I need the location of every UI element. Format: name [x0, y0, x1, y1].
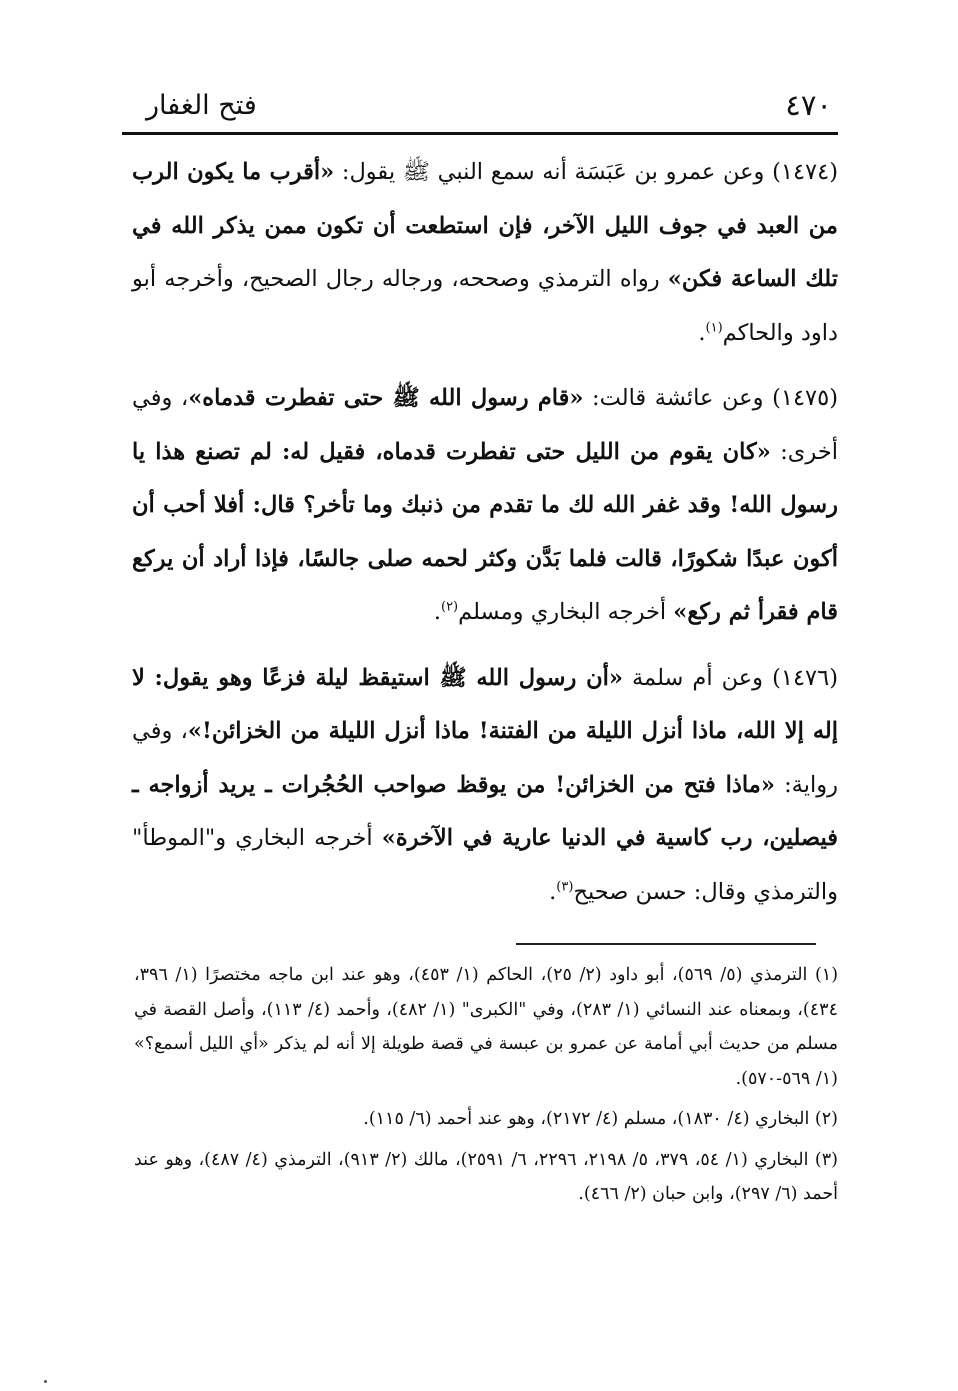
footnote-divider	[516, 943, 816, 945]
hadith-lead: وعن عمرو بن عَبَسَة أنه سمع النبي ﷺ يقول:	[334, 159, 773, 185]
hadith-paragraph	[132, 146, 838, 360]
hadith-lead: وعن عائشة قالت:	[583, 385, 773, 411]
footnote-marker: (٢)	[440, 599, 459, 615]
page-number: ٤٧٠	[785, 88, 832, 122]
hadith-paragraph	[132, 652, 838, 920]
footnotes	[134, 958, 838, 1218]
hadith-quote: «أن رسول الله ﷺ استيقظ ليلة فزعًا وهو يقول: لا إله إلا الله، ماذا أنزل الليلة من الفتنة! ماذا أنزل الليلة من الخزائن!»	[132, 664, 838, 744]
hadith-paragraph	[132, 372, 838, 640]
hadith-end: .	[433, 599, 441, 625]
hadith-quote: «قام رسول الله ﷺ حتى تفطرت قدماه»	[188, 385, 584, 411]
hadith-quote-variant: «كان يقوم من الليل حتى تفطرت قدماه، فقيل له: لم تصنع هذا يا رسول الله! وقد غفر الله لك ما تقدم من ذنبك وما تأخر؟ قال: أفلا أحب أن أكون عبدًا شكورًا، قالت فلما بَدَّن وكثر لحمه صلى جالسًا، فإذا أراد أن يركع قام فقرأ ثم ركع»	[132, 438, 838, 625]
page-header	[122, 86, 838, 132]
book-title: فتح الغفار	[146, 90, 257, 121]
hadith-tail: أخرجه البخاري و"الموطأ" والترمذي وقال: حسن صحيح	[132, 825, 838, 905]
hadith-lead: وعن أم سلمة	[622, 664, 773, 691]
hadith-number: (١٤٧٤)	[772, 159, 838, 185]
hadith-mid: ، وفي أخرى:	[132, 385, 838, 465]
footnote: (٣) البخاري (١/ ٥٤، ٣٧٩، ٥/ ٢١٩٨، ٢٢٩٦، ٦/ ٢٥٩١)، مالك (٢/ ٩١٣)، الترمذي (٤/ ٤٨٧)، وهو عند أحمد (٦/ ٢٩٧)، وابن حبان (٢/ ٤٦٦).	[134, 1149, 838, 1204]
main-text	[132, 146, 838, 931]
footnote: (١) الترمذي (٥/ ٥٦٩)، أبو داود (٢/ ٢٥)، الحاكم (١/ ٤٥٣)، وهو عند ابن ماجه مختصرًا (١/ ٣٩٦، ٤٣٤)، وبمعناه عند النسائي (١/ ٢٨٣)، وفي "الكبرى" (١/ ٤٨٢)، وأحمد (٤/ ١١٣)، وأصل القصة في مسلم من حديث أبي أمامة عن عمرو بن عبسة في قصة طويلة إلا أنه لم يذكر «أي الليل أسمع؟» (١/ ٥٦٩-٥٧٠).	[134, 965, 839, 1089]
scan-speck	[44, 1380, 47, 1383]
header-divider	[122, 132, 838, 135]
footnote-marker: (٣)	[556, 879, 574, 894]
hadith-end: .	[698, 319, 706, 346]
hadith-quote: «أقرب ما يكون الرب من العبد في جوف الليل الآخر، فإن استطعت أن تكون ممن يذكر الله في تلك الساعة فكن»	[132, 159, 838, 292]
footnote-marker: (١)	[705, 320, 723, 335]
hadith-tail: أخرجه البخاري ومسلم	[458, 599, 674, 625]
hadith-tail: رواه الترمذي وصححه، ورجاله رجال الصحيح، وأخرجه أبو داود والحاكم	[132, 266, 838, 346]
hadith-number: (١٤٧٦)	[772, 664, 838, 691]
footnote: (٢) البخاري (٤/ ١٨٣٠)، مسلم (٤/ ٢١٧٢)، وهو عند أحمد (٦/ ١١٥).	[363, 1109, 838, 1129]
hadith-quote-variant: «ماذا فتح من الخزائن! من يوقظ صواحب الحُجُرات ـ يريد أزواجه ـ فيصلين، رب كاسية في الدنيا عارية في الآخرة»	[132, 771, 838, 851]
hadith-end: .	[549, 878, 557, 905]
hadith-mid: ، وفي رواية:	[132, 718, 838, 798]
hadith-number: (١٤٧٥)	[772, 385, 838, 411]
